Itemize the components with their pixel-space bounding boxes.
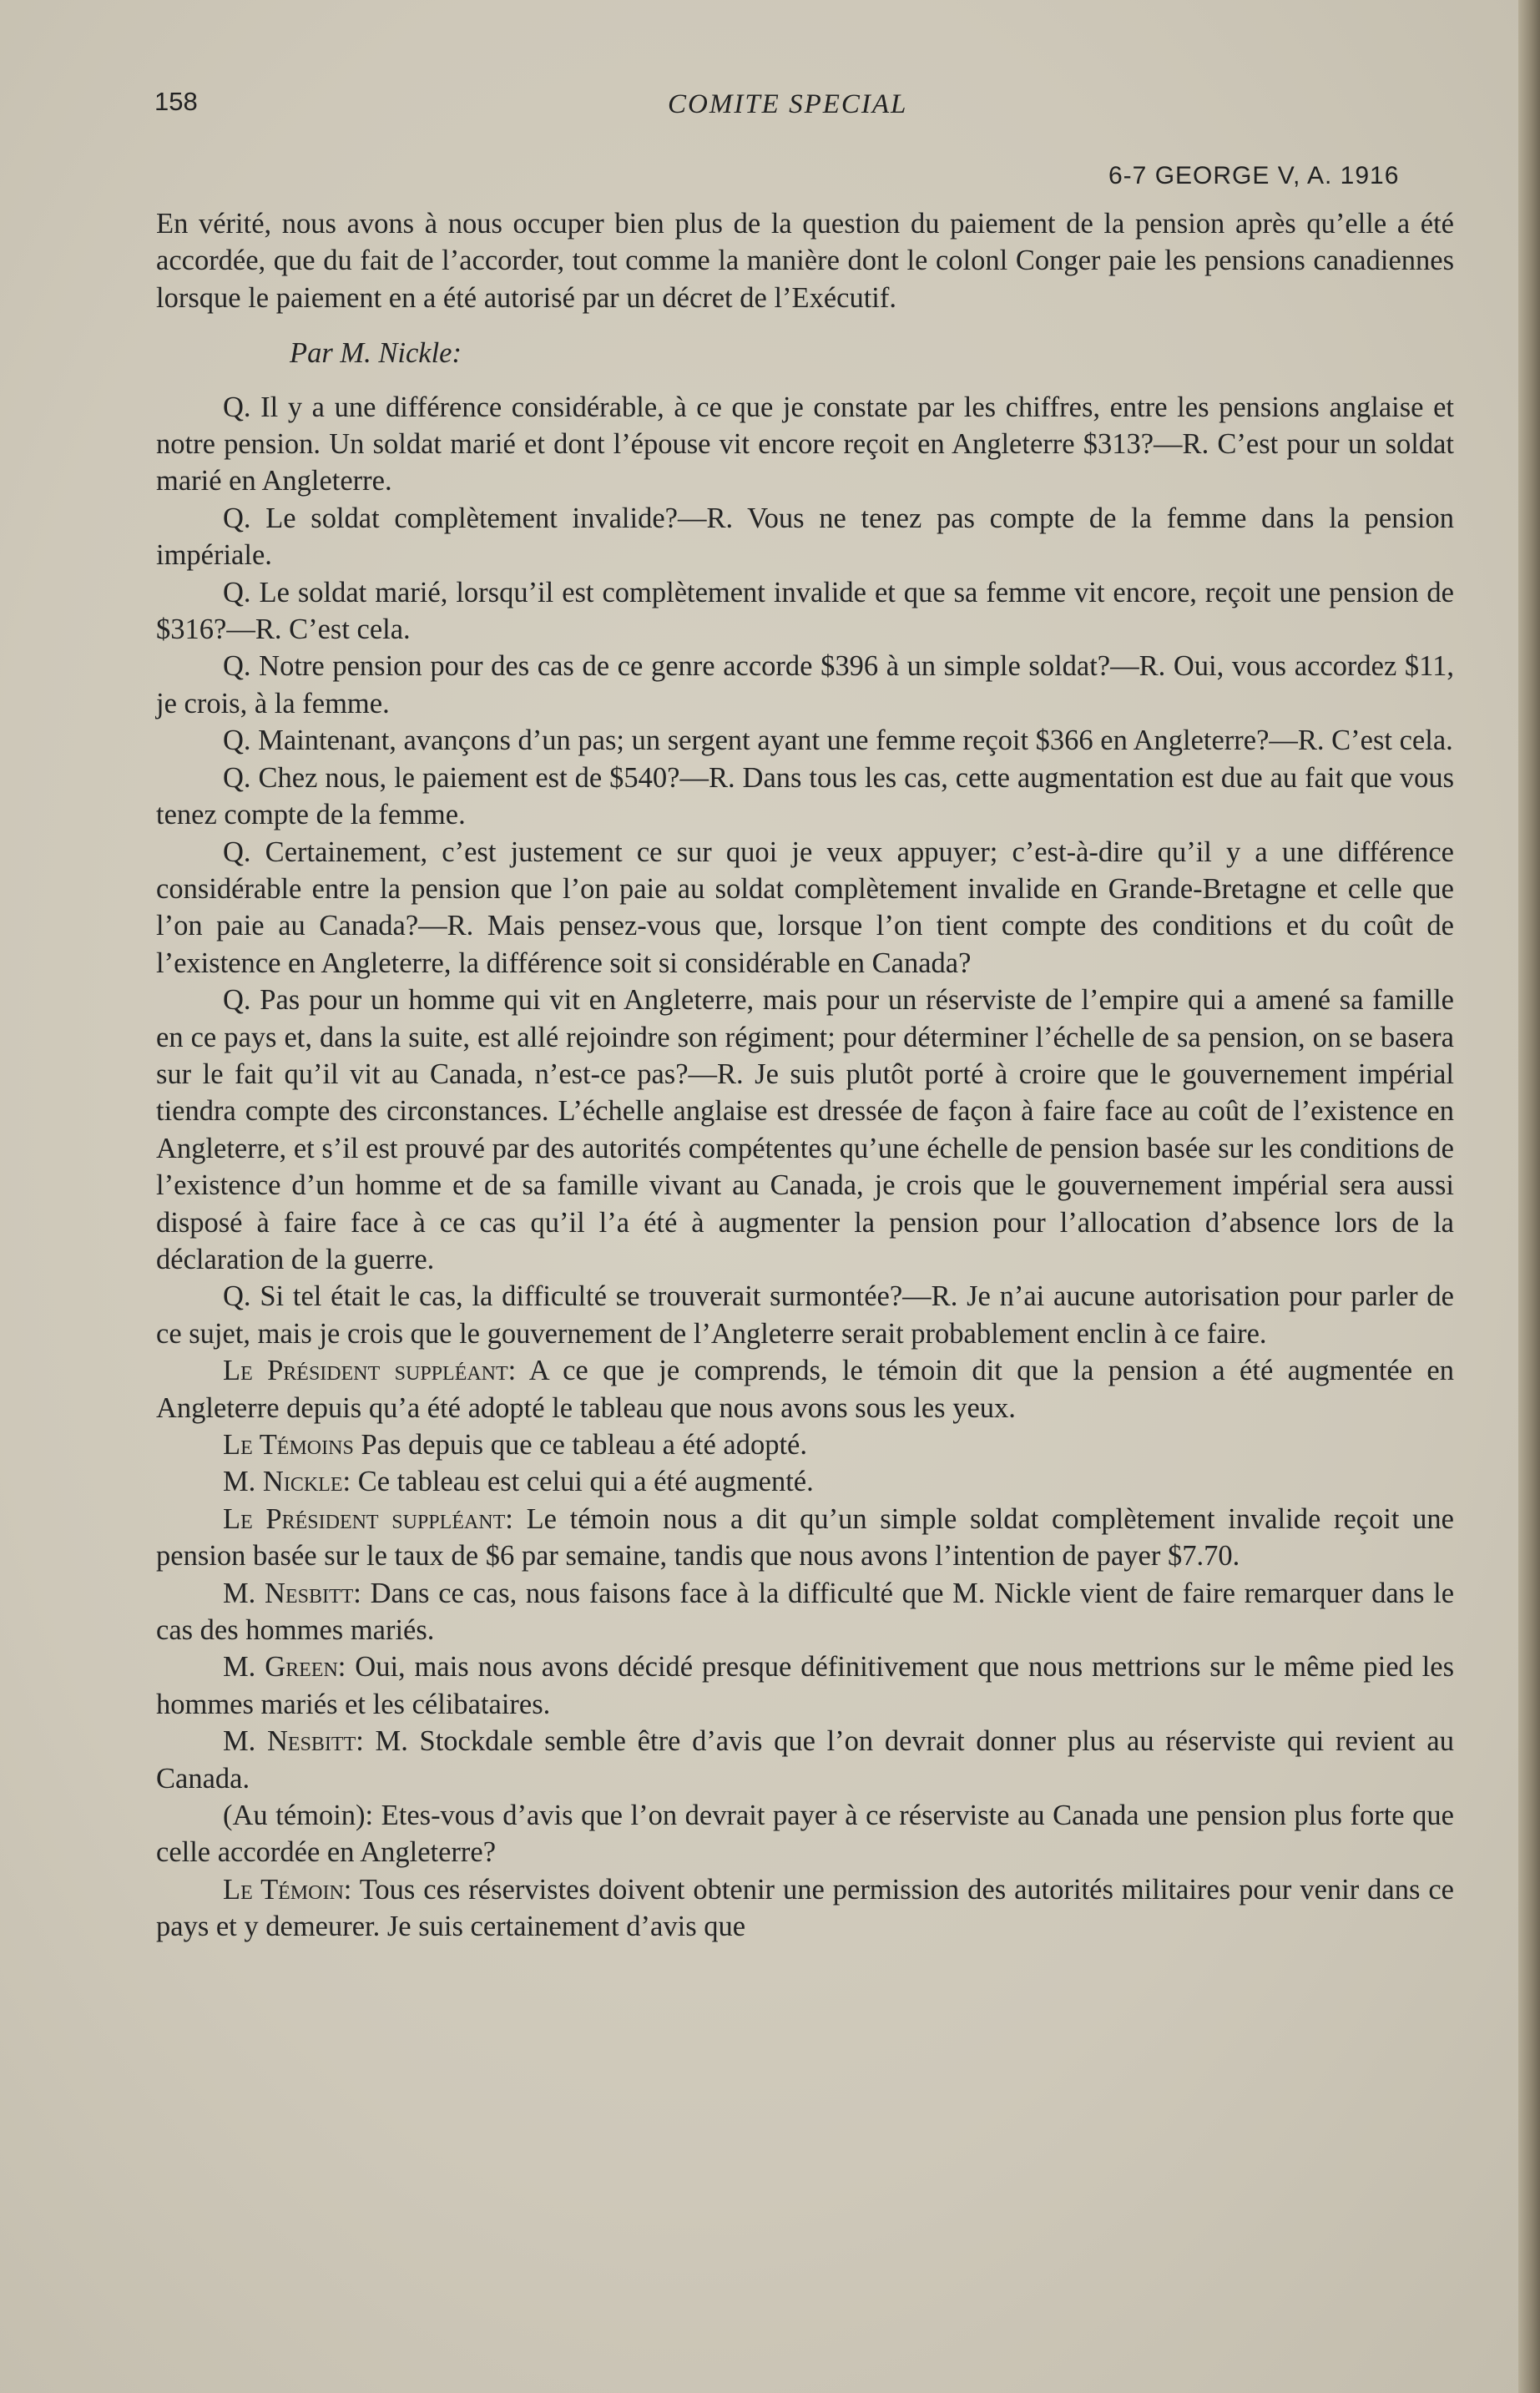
speaker-name: Le Président suppléant:: [223, 1355, 517, 1387]
book-spine-shadow: [1518, 0, 1540, 2393]
speaker-name: Le Témoins: [223, 1429, 354, 1461]
paragraph: Q. Il y a une différence considérable, à ce que je constate par les chiffres, entre les pensions anglaise et notre pension. Un soldat marié et dont l’épouse vit encore reçoit en Angleterre $313?—R. C’est pour un soldat marié en Angleterre.: [156, 391, 1454, 497]
questioner-heading: Par M. Nickle:: [290, 337, 462, 370]
speaker-paragraph: [156, 1723, 1454, 1797]
speaker-name: M. Green:: [223, 1651, 346, 1684]
paragraph: Q. Le soldat complètement invalide?—R. Vous ne tenez pas compte de la femme dans la pension impériale.: [156, 502, 1454, 572]
page-number: 158: [154, 87, 198, 116]
paragraph: Q. Chez nous, le paiement est de $540?—R. Dans tous les cas, cette augmentation est due au fait que vous tenez compte de la femme.: [156, 761, 1454, 831]
speaker-name: M. Nesbitt:: [223, 1577, 361, 1609]
speaker-paragraph: [156, 1648, 1454, 1723]
body-text: [156, 205, 1454, 1946]
speech-text: Dans ce cas, nous faisons face à la difficulté que M. Nickle vient de faire remarquer dans le cas des hommes mariés.: [156, 1577, 1455, 1647]
speaker-paragraph: [156, 1463, 1454, 1500]
paragraph: En vérité, nous avons à nous occuper bien plus de la question du paiement de la pension après qu’elle a été accordée, que du fait de l’accorder, tout comme la manière dont le colonl Conger paie les pensions canadiennes lorsque le paiement en a été autorisé par un décret de l’Exécutif.: [156, 208, 1454, 314]
speech-text: Le témoin nous a dit qu’un simple soldat complètement invalide reçoit une pension basée sur le taux de $6 par semaine, tandis que nous avons l’intention de payer $7.70.: [156, 1502, 1454, 1573]
speaker-name: Le Président suppléant:: [223, 1502, 513, 1535]
speaker-paragraph: [156, 1352, 1454, 1426]
speaker-paragraph: [156, 1575, 1454, 1649]
paragraph: (Au témoin): Etes-vous d’avis que l’on devrait payer à ce réserviste au Canada une pension plus forte que celle accordée en Angleterre?: [156, 1800, 1454, 1869]
speech-text: Ce tableau est celui qui a été augmenté.: [351, 1466, 814, 1498]
session-reference: 6-7 GEORGE V, A. 1916: [1108, 162, 1400, 189]
paragraph: Q. Pas pour un homme qui vit en Angleterre, mais pour un réserviste de l’empire qui a amené sa famille en ce pays et, dans la suite, est allé rejoindre son régiment; pour déterminer l’échelle de sa pension, on se basera sur le fait qu’il vit au Canada, n’est-ce pas?—R. Je suis plutôt porté à croire que le gouvernement impérial tiendra compte des circonstances. L’échelle anglaise est dressée de façon à faire face au coût de l’existence en Angleterre, et s’il est prouvé par des autorités compétentes qu’une échelle de pension basée sur les conditions de l’existence d’un homme et de sa famille vivant au Canada, je crois que le gouvernement impérial sera aussi disposé à faire face à ce cas qu’il l’a été à augmenter la pension pour l’allocation d’absence lors de la déclaration de la guerre.: [156, 984, 1454, 1275]
speech-text: Tous ces réservistes doivent obtenir une permission des autorités militaires pour venir dans ce pays et y demeurer. Je suis certainement d’avis que: [156, 1873, 1454, 1943]
speaker-name: M. Nickle:: [223, 1466, 351, 1498]
speaker-paragraph: [156, 1426, 1454, 1463]
speaker-name: M. Nesbitt:: [223, 1725, 364, 1758]
paragraph: Q. Maintenant, avançons d’un pas; un sergent ayant une femme reçoit $366 en Angleterre?—R. C’est cela.: [223, 724, 1453, 757]
paragraph: Q. Le soldat marié, lorsqu’il est complètement invalide et que sa femme vit encore, reçoit une pension de $316?—R. C’est cela.: [156, 576, 1454, 646]
speech-text: A ce que je comprends, le témoin dit que la pension a été augmentée en Angleterre depuis qu’a été adopté le tableau que nous avons sous les yeux.: [156, 1355, 1454, 1424]
speech-text: Oui, mais nous avons décidé presque définitivement que nous mettrions sur le même pied les hommes mariés et les célibataires.: [156, 1651, 1454, 1720]
speech-text: M. Stockdale semble être d’avis que l’on devrait donner plus au réserviste qui revient au Canada.: [156, 1725, 1454, 1795]
paragraph: Q. Si tel était le cas, la difficulté se trouverait surmontée?—R. Je n’ai aucune autorisation pour parler de ce sujet, mais je crois que le gouvernement de l’Angleterre serait probablement enclin à ce faire.: [156, 1280, 1454, 1350]
speaker-paragraph: [156, 1871, 1454, 1946]
speaker-paragraph: [156, 1501, 1454, 1575]
speaker-name: Le Témoin:: [223, 1873, 352, 1906]
running-title: COMITE SPECIAL: [668, 89, 908, 119]
paragraph: Q. Certainement, c’est justement ce sur quoi je veux appuyer; c’est-à-dire qu’il y a une différence considérable entre la pension que l’on paie au soldat complètement invalide en Grande-Bretagne et celle que l’on paie au Canada?—R. Mais pensez-vous que, lorsque l’on tient compte des conditions et du coût de l’existence en Angleterre, la différence soit si considérable en Canada?: [156, 836, 1454, 979]
speech-text: Pas depuis que ce tableau a été adopté.: [353, 1429, 807, 1461]
paragraph: Q. Notre pension pour des cas de ce genre accorde $396 à un simple soldat?—R. Oui, vous accordez $11, je crois, à la femme.: [156, 650, 1454, 719]
